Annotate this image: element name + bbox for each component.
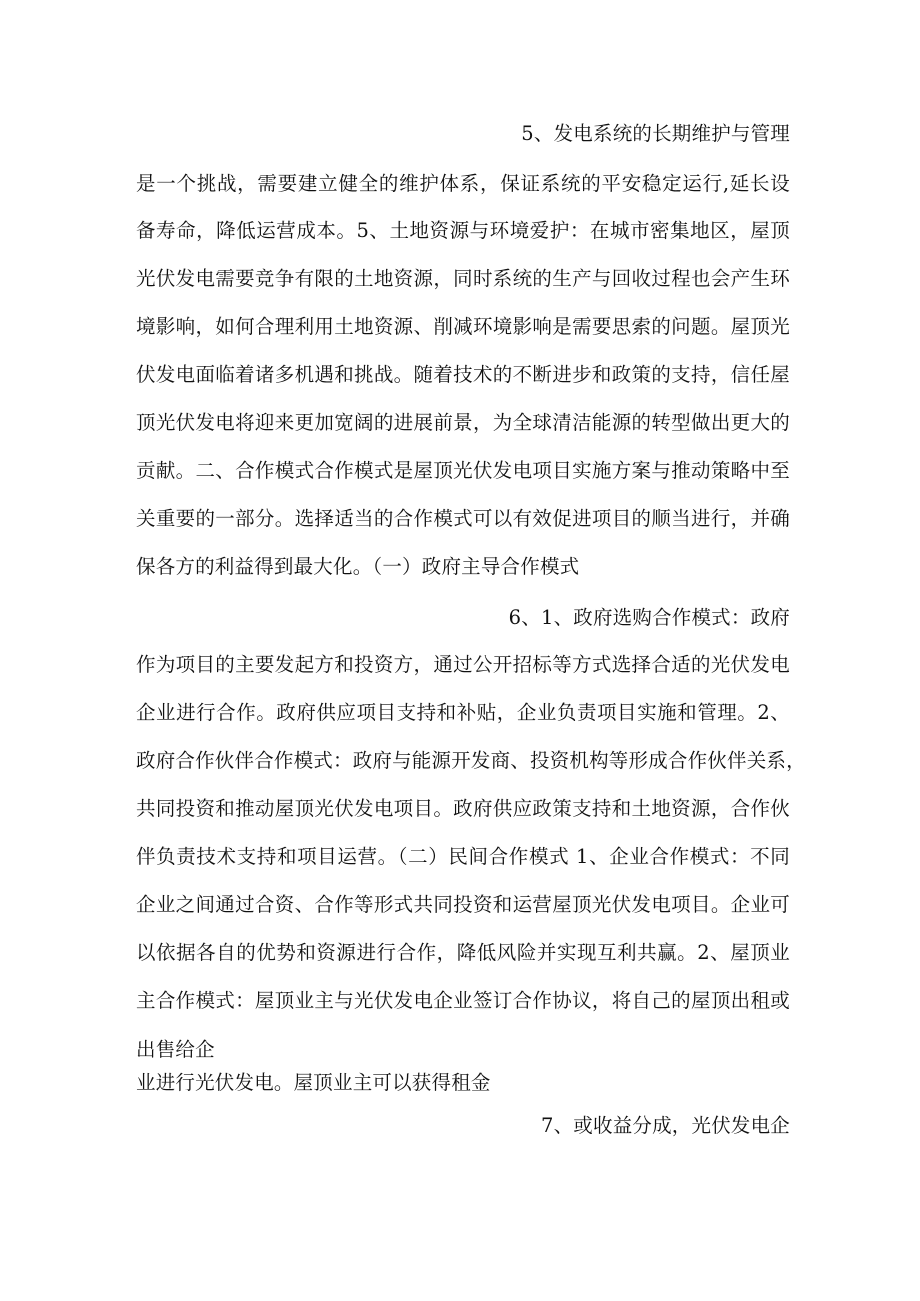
text-line: 企业进行合作。政府供应项目支持和补贴，企业负责项目实施和管理。2、: [136, 701, 790, 724]
text-line: 是一个挑战，需要建立健全的维护体系，保证系统的平安稳定运行,延长设: [136, 172, 790, 195]
text-line: 关重要的一部分。选择适当的合作模式可以有效促进项目的顺当进行，并确: [136, 507, 790, 530]
text-line: 以依据各自的优势和资源进行合作，降低风险并实现互利共赢。2、屋顶业: [136, 941, 790, 964]
text-line: 光伏发电需要竞争有限的土地资源，同时系统的生产与回收过程也会产生环: [136, 267, 790, 290]
paragraph-heading-6: 6、1、政府选购合作模式：政府: [508, 606, 790, 629]
text-line: 顶光伏发电将迎来更加宽阔的进展前景，为全球清洁能源的转型做出更大的: [136, 411, 790, 434]
text-line: 出售给企: [136, 1038, 215, 1061]
text-line: 贡献。二、合作模式合作模式是屋顶光伏发电项目实施方案与推动策略中至: [136, 459, 790, 482]
text-line: 境影响，如何合理利用土地资源、削减环境影响是需要思索的问题。屋顶光: [136, 315, 790, 338]
paragraph-heading-7: 7、或收益分成，光伏发电企: [540, 1114, 790, 1137]
text-line: 政府合作伙伴合作模式：政府与能源开发商、投资机构等形成合作伙伴关系，: [136, 749, 806, 772]
text-line: 备寿命，降低运营成本。5、土地资源与环境爱护：在城市密集地区，屋顶: [136, 219, 790, 242]
paragraph-heading-5: 5、发电系统的长期维护与管理: [521, 122, 790, 145]
text-line: 共同投资和推动屋顶光伏发电项目。政府供应政策支持和土地资源，合作伙: [136, 797, 790, 820]
text-line: 伏发电面临着诸多机遇和挑战。随着技术的不断进步和政策的支持，信任屋: [136, 363, 790, 386]
text-line: 业进行光伏发电。屋顶业主可以获得租金: [136, 1071, 491, 1094]
text-line: 企业之间通过合资、合作等形式共同投资和运营屋顶光伏发电项目。企业可: [136, 893, 790, 916]
text-line: 伴负责技术支持和项目运营。（二）民间合作模式 1、企业合作模式：不同: [136, 845, 790, 868]
text-line: 主合作模式：屋顶业主与光伏发电企业签订合作协议，将自己的屋顶出租或: [136, 989, 790, 1012]
text-line: 保各方的利益得到最大化。（一）政府主导合作模式: [136, 555, 580, 578]
text-line: 作为项目的主要发起方和投资方，通过公开招标等方式选择合适的光伏发电: [136, 653, 790, 676]
